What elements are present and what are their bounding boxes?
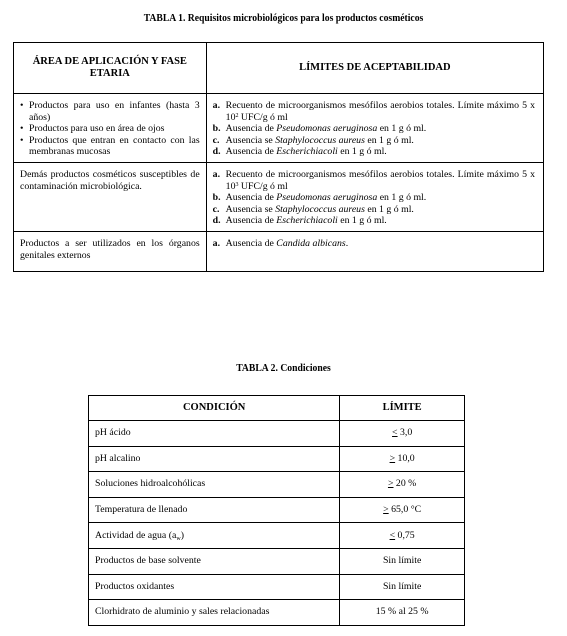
header-condition: CONDICIÓN [89,396,340,421]
header-application-area: ÁREA DE APLICACIÓN Y FASE ETARIA [14,43,207,94]
application-area-cell: Productos a ser utilizados en los órganos genitales externos [14,231,207,271]
limit-cell: > 65,0 °C [340,497,465,523]
list-item: • Productos que entran en contacto con las membranas mucosas [20,135,200,158]
table-row [89,497,465,523]
table-row [89,600,465,626]
table1-header-row [14,43,544,94]
limit-cell: Sin límite [340,574,465,600]
condition-cell: pH ácido [89,421,340,447]
table2-title: TABLA 2. Condiciones [236,363,331,374]
list-item: d. Ausencia de Escherichiacoli en 1 g ó ml. [212,215,387,227]
list-item: d. Ausencia de Escherichiacoli en 1 g ó ml. [212,146,387,158]
table1-title: TABLA 1. Requisitos microbiológicos para los productos cosméticos [143,13,424,24]
table-row [14,162,544,231]
limit-cell: < 3,0 [340,421,465,447]
list-item: • Productos para uso en área de ojos [20,123,200,135]
table-row [14,231,544,271]
table-row [89,421,465,447]
header-acceptability-limits: LÍMITES DE ACEPTABILIDAD [206,43,543,94]
limits-cell [206,94,543,163]
list-item: a. Recuento de microorganismos mesófilos aerobios totales. Límite máximo 5 x $10^3$ UFC/g ó ml [212,168,535,192]
conditions-table [88,395,465,626]
list-item: b. Ausencia de Pseudomonas aeruginosa en 1 g ó ml. [212,192,427,204]
list-item: b. Ausencia de Pseudomonas aeruginosa en 1 g ó ml. [212,123,427,135]
requirement-list [213,238,535,250]
limit-cell: 15 % al 25 % [340,600,465,626]
condition-cell: Clorhidrato de aluminio y sales relacionadas [89,600,340,626]
requirement-list [213,100,535,158]
area-list [20,100,200,158]
condition-cell: Soluciones hidroalcohólicas [89,472,340,498]
limit-cell: > 20 % [340,472,465,498]
limits-cell [206,231,543,271]
condition-cell: Productos oxidantes [89,574,340,600]
table-row [89,472,465,498]
table-row [89,523,465,549]
condition-cell: Temperatura de llenado [89,497,340,523]
condition-cell: Productos de base solvente [89,548,340,574]
table-row [89,548,465,574]
requirement-list [213,169,535,227]
list-item: c. Ausencia se Staphylococcus aureus en 1 g ó ml. [212,203,414,215]
list-item: a. Recuento de microorganismos mesófilos aerobios totales. Límite máximo 5 x $10^2$ UFC/g ó ml [212,100,535,123]
limits-cell [206,162,543,231]
list-item: c. Ausencia se Staphylococcus aureus en 1 g ó ml. [212,134,414,146]
limit-cell: < 0,75 [340,523,465,549]
limit-cell: Sin límite [340,548,465,574]
limit-cell: > 10,0 [340,446,465,472]
application-area-cell: Demás productos cosméticos susceptibles de contaminación microbiológica. [14,162,207,231]
table-row [89,574,465,600]
list-item: • Productos para uso en infantes (hasta 3 años) [20,100,200,123]
condition-cell: pH alcalino [89,446,340,472]
application-area-cell [14,94,207,163]
table-row [14,94,544,163]
condition-cell: Actividad de agua $(a_w)$ [89,523,340,549]
microbiological-requirements-table [13,42,544,272]
header-limit: LÍMITE [340,396,465,421]
list-item: a. Ausencia de Candida albicans. [212,237,349,249]
table-row [89,446,465,472]
table2-header-row [89,396,465,421]
